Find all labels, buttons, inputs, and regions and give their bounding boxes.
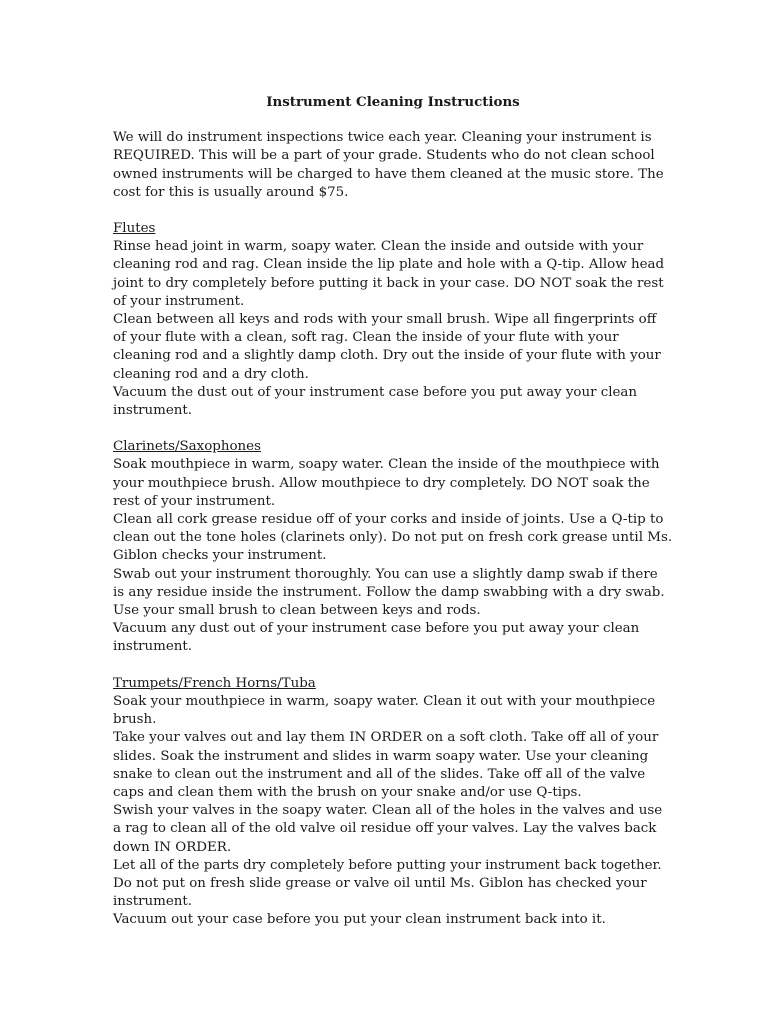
flutes-step-2: Clean between all keys and rods with your small brush. Wipe all fingerprints off of your flute with a clean, soft rag. Clean the inside of your flute with your cleaning rod and a slightly damp cloth. Dry out the inside of your flute with your cleaning rod and a dry cloth. [113,312,661,382]
brass-step-3: Swish your valves in the soapy water. Clean all of the holes in the valves and use a rag to clean all of the old valve oil residue off your valves. Lay the valves back down IN ORDER. [113,803,663,855]
flutes-step-3: Vacuum the dust out of your instrument case before you put away your clean instrument. [113,384,638,419]
brass-step-1: Soak your mouthpiece in warm, soapy water. Clean it out with your mouthpiece brush. [113,693,656,728]
flutes-step-1: Rinse head joint in warm, soapy water. Clean the inside and outside with your cleaning rod and rag. Clean inside the lip plate and hole with a Q-tip. Allow head joint to dry completely before putting it back in your case. DO NOT soak the rest of your instrument. [113,239,665,309]
clarinets-step-2: Clean all cork grease residue off of your corks and inside of joints. Use a Q-tip to clean out the tone holes (clarinets only). Do not put on fresh cork grease until Ms. Giblon checks your instrument. [113,512,673,564]
clarinets-step-3: Swab out your instrument thoroughly. You can use a slightly damp swab if there is any residue inside the instrument. Follow the damp swabbing with a dry swab. [113,566,665,600]
clarinets-step-4: Use your small brush to clean between keys and rods. [113,603,481,619]
brass-step-2: Take your valves out and lay them IN ORDER on a soft cloth. Take off all of your slides. Soak the instrument and slides in warm soapy water. Use your cleaning snake to clean out the instrument and all of the slides. Take off all of the valve caps and clean them with the brush on your snake and/or use Q-tips. [113,730,659,800]
clarinets-step-5: Vacuum any dust out of your instrument case before you put away your clean instrument. [113,621,640,655]
document-page [113,93,673,948]
section-brass [113,675,673,930]
section-clarinets-saxophones [113,438,673,656]
document-title: Instrument Cleaning Instructions [266,94,520,110]
brass-step-4: Let all of the parts dry completely before putting your instrument back together. Do not put on fresh slide grease or valve oil until Ms. Giblon has checked your instrument. [113,857,662,910]
clarinets-step-1: Soak mouthpiece in warm, soapy water. Clean the inside of the mouthpiece with your mouthpiece brush. Allow mouthpiece to dry completely. DO NOT soak the rest of your instrument. [113,457,660,509]
brass-step-5: Vacuum out your case before you put your clean instrument back into it. [113,912,606,928]
intro-paragraph: We will do instrument inspections twice each year. Cleaning your instrument is REQUIRED. This will be a part of your grade. Students who do not clean school owned instruments will be charged to have them cleaned at the music store. The cost for this is usually around $75. [113,130,664,200]
section-heading-clarinets-saxophones: Clarinets/Saxophones [113,439,261,455]
section-flutes [113,220,673,420]
section-heading-flutes: Flutes [113,221,156,237]
section-heading-brass: Trumpets/French Horns/Tuba [113,675,316,691]
